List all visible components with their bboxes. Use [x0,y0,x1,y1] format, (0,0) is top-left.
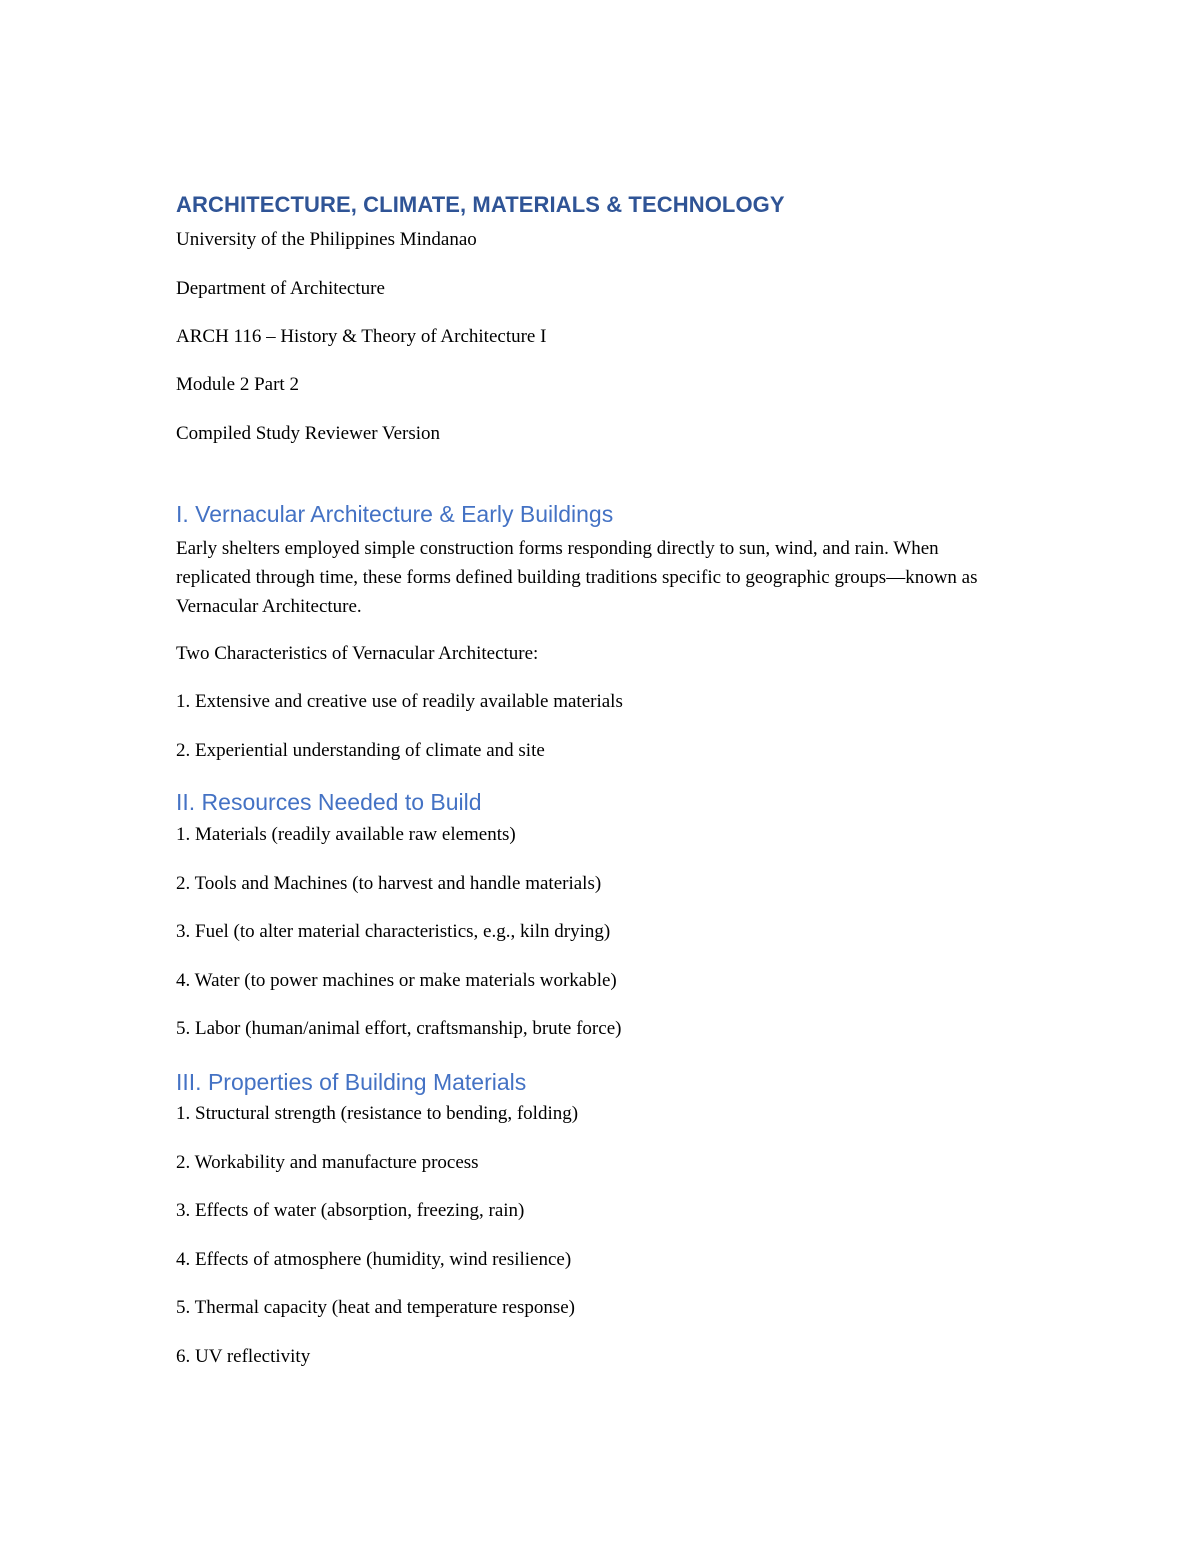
list-item: 3. Effects of water (absorption, freezing, rain) [176,1200,525,1221]
meta-department: Department of Architecture [176,278,385,299]
list-item: 1. Extensive and creative use of readily available materials [176,691,623,712]
section-heading-vernacular: I. Vernacular Architecture & Early Buildings [176,501,614,527]
list-item: 3. Fuel (to alter material characteristics, e.g., kiln drying) [176,921,611,942]
list-item: 1. Structural strength (resistance to bending, folding) [176,1103,579,1124]
list-item: 2. Workability and manufacture process [176,1152,479,1173]
meta-university: University of the Philippines Mindanao [176,229,477,250]
list-item: 4. Water (to power machines or make materials workable) [176,970,617,991]
section-subheading-characteristics: Two Characteristics of Vernacular Architecture: [176,643,539,664]
section-heading-resources: II. Resources Needed to Build [176,789,482,815]
list-item: 4. Effects of atmosphere (humidity, wind resilience) [176,1249,572,1270]
list-item: 1. Materials (readily available raw elements) [176,824,516,845]
section-heading-properties: III. Properties of Building Materials [176,1069,527,1095]
list-item: 5. Labor (human/animal effort, craftsmanship, brute force) [176,1018,622,1039]
section-paragraph-vernacular: Early shelters employed simple construction forms responding directly to sun, wind, and rain. When replicated through time, these forms defined building traditions specific to geographic groups—known as Vernacular Architecture. [176,538,978,617]
list-item: 5. Thermal capacity (heat and temperature response) [176,1297,575,1318]
meta-module: Module 2 Part 2 [176,374,299,395]
meta-course: ARCH 116 – History & Theory of Architecture I [176,326,547,347]
document-title: ARCHITECTURE, CLIMATE, MATERIALS & TECHNOLOGY [176,192,785,217]
list-item: 2. Tools and Machines (to harvest and handle materials) [176,873,602,894]
list-item: 2. Experiential understanding of climate and site [176,740,545,761]
list-item: 6. UV reflectivity [176,1346,311,1367]
meta-version: Compiled Study Reviewer Version [176,423,441,444]
